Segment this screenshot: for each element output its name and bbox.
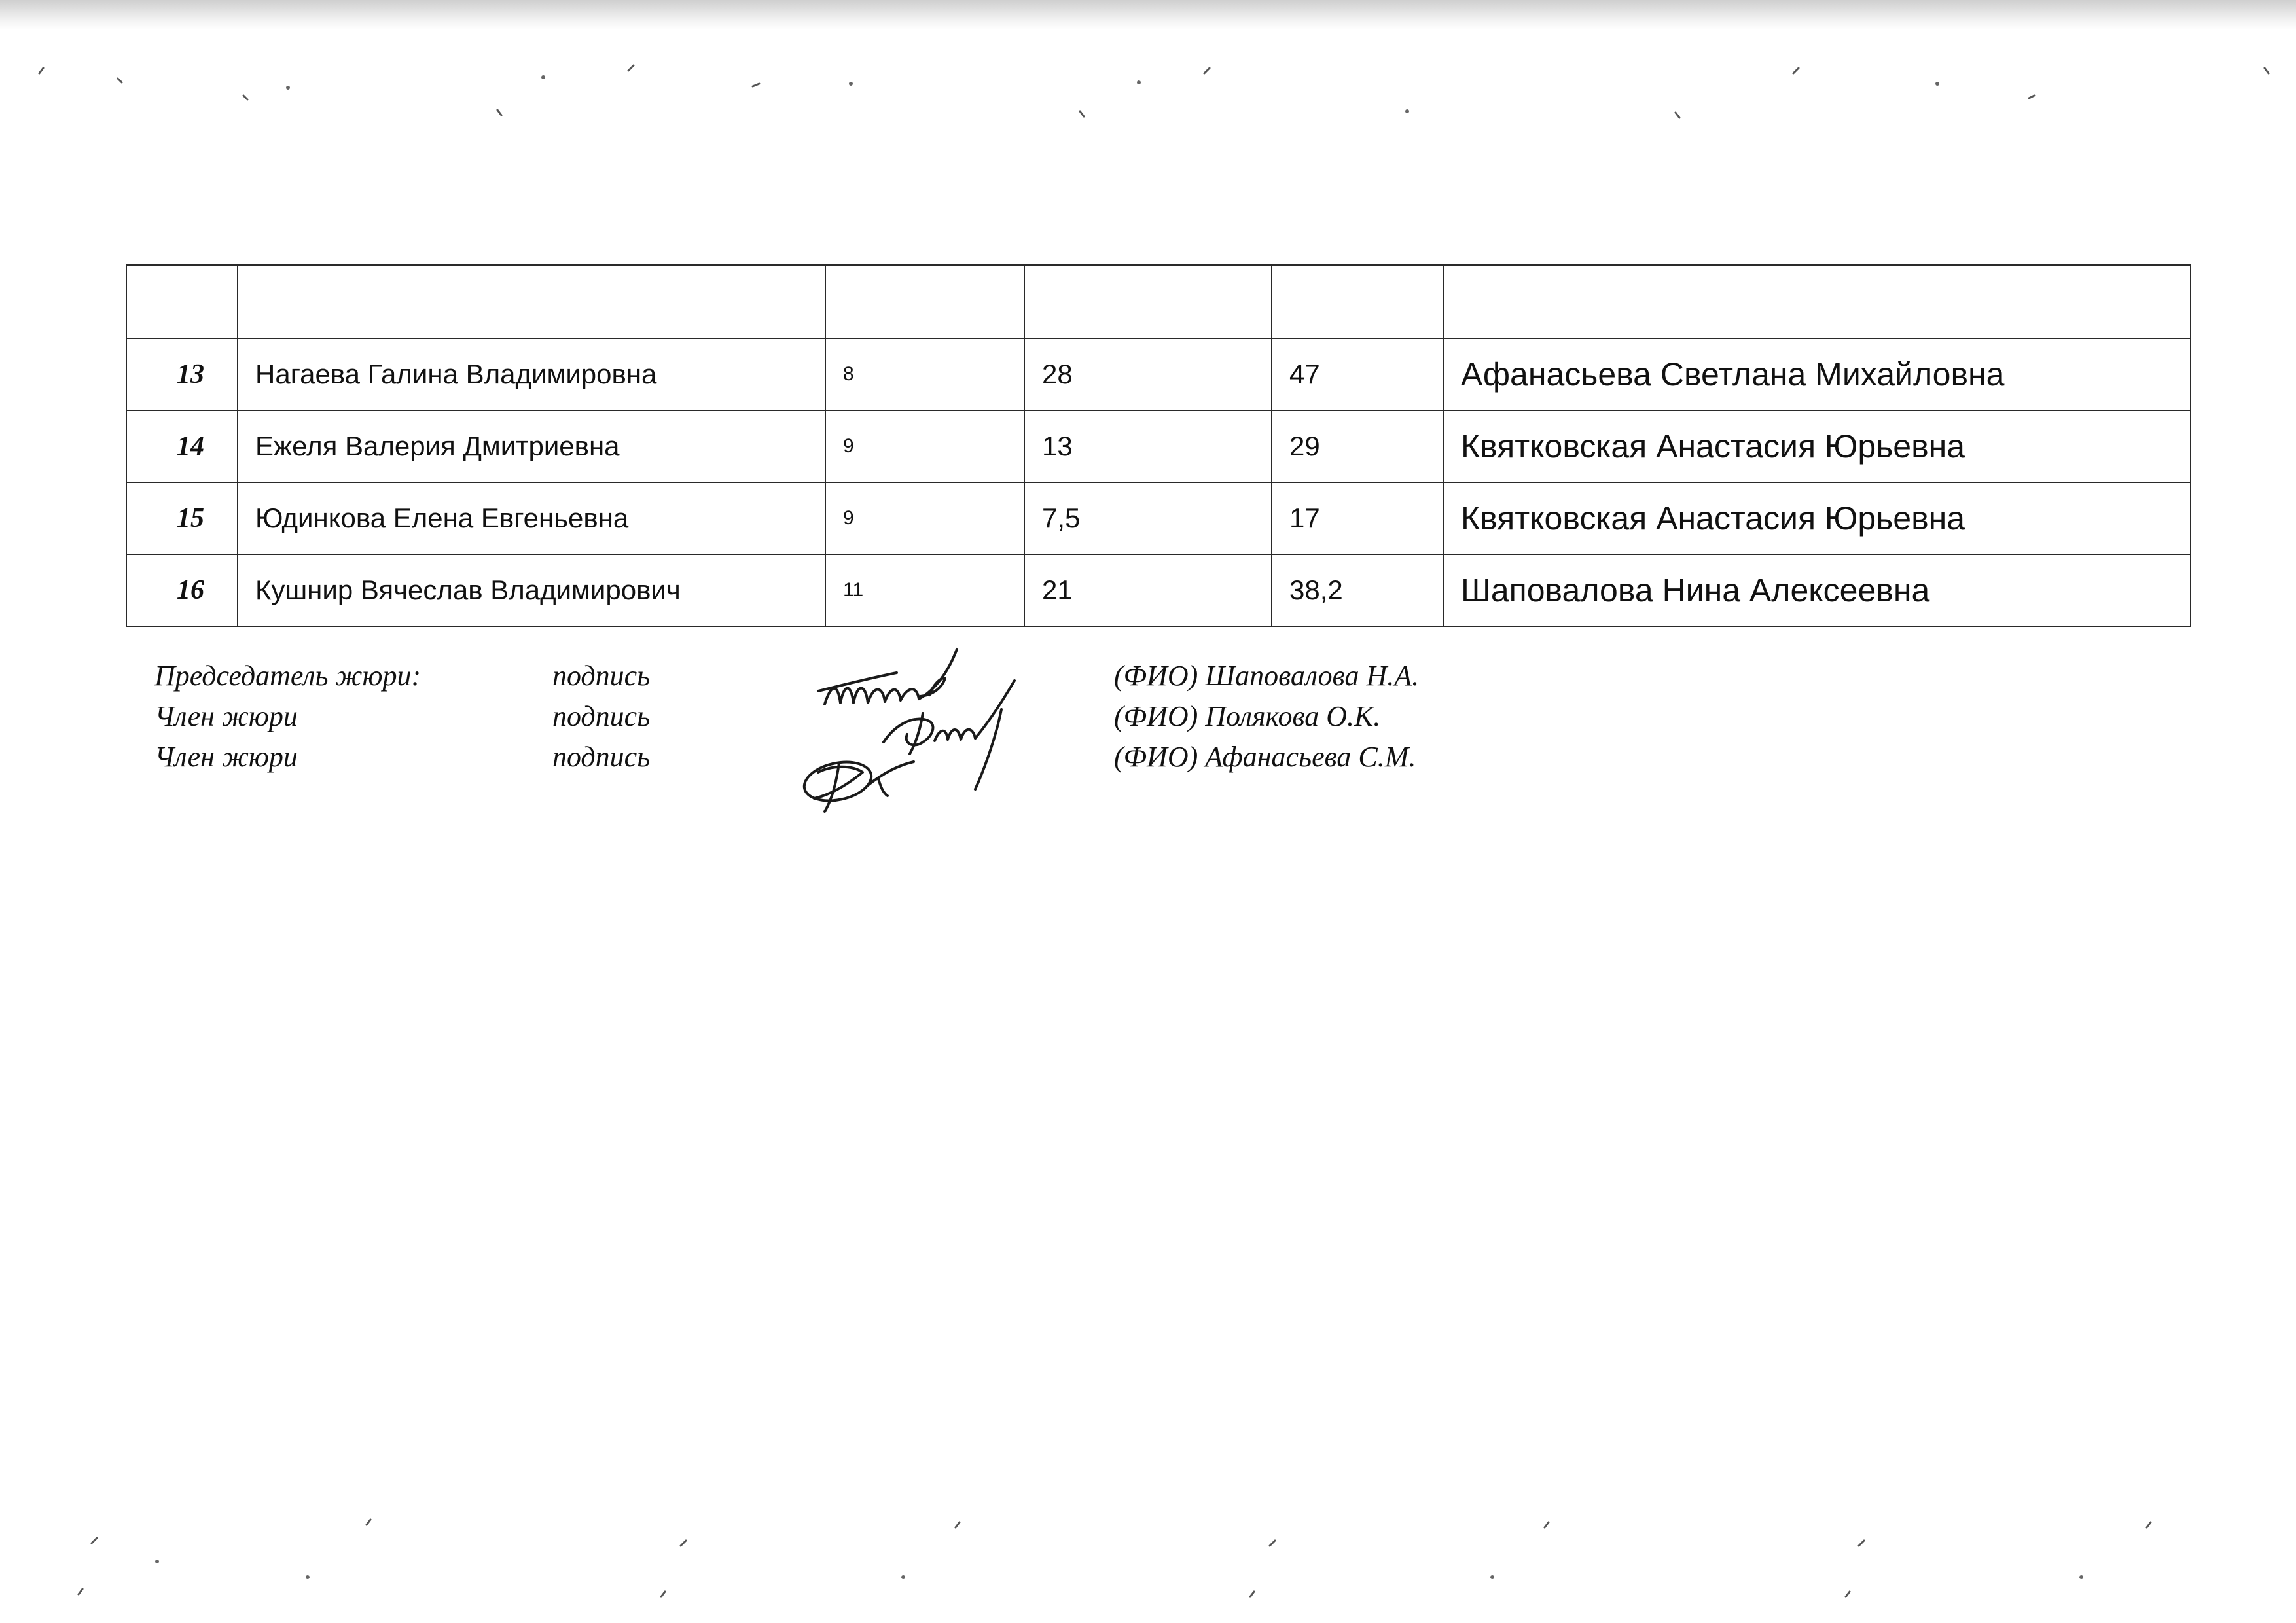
jury-fio: (ФИО) Полякова О.К. <box>1114 700 1381 732</box>
participant-percent: 29 <box>1272 410 1443 482</box>
jury-fio: (ФИО) Шаповалова Н.А. <box>1114 660 1420 692</box>
participant-percent: 47 <box>1272 338 1443 410</box>
row-number: 14 <box>126 410 238 482</box>
table-row <box>126 554 2191 626</box>
table-row <box>126 338 2191 410</box>
participant-grade: 8 <box>825 338 1024 410</box>
participant-grade: 9 <box>825 410 1024 482</box>
scan-top-shadow <box>0 0 2296 30</box>
row-number: 15 <box>126 482 238 554</box>
teacher-name: Шаповалова Нина Алексеевна <box>1443 554 2191 626</box>
handwritten-signatures <box>785 644 1086 814</box>
teacher-name: Квятковская Анастасия Юрьевна <box>1443 482 2191 554</box>
participant-name: Нагаева Галина Владимировна <box>238 338 825 410</box>
table-row <box>126 410 2191 482</box>
participant-name: Кушнир Вячеслав Владимирович <box>238 554 825 626</box>
table-header-row <box>126 265 2191 338</box>
header-cell <box>1024 265 1272 338</box>
header-cell <box>238 265 825 338</box>
table-row <box>126 482 2191 554</box>
teacher-name: Квятковская Анастасия Юрьевна <box>1443 410 2191 482</box>
participant-score: 21 <box>1024 554 1272 626</box>
participant-percent: 17 <box>1272 482 1443 554</box>
jury-role: Член жюри <box>154 700 298 732</box>
participant-score: 7,5 <box>1024 482 1272 554</box>
row-number: 13 <box>126 338 238 410</box>
participant-name: Юдинкова Елена Евгеньевна <box>238 482 825 554</box>
header-cell <box>1272 265 1443 338</box>
signature-label: подпись <box>552 700 651 732</box>
signature-label: подпись <box>552 741 651 773</box>
participant-score: 13 <box>1024 410 1272 482</box>
row-number: 16 <box>126 554 238 626</box>
header-cell <box>1443 265 2191 338</box>
participant-grade: 11 <box>825 554 1024 626</box>
participant-name: Ежеля Валерия Дмитриевна <box>238 410 825 482</box>
jury-fio: (ФИО) Афанасьева С.М. <box>1114 741 1416 773</box>
header-cell <box>825 265 1024 338</box>
jury-role: Председатель жюри: <box>154 660 422 692</box>
results-table <box>126 264 2191 627</box>
teacher-name: Афанасьева Светлана Михайловна <box>1443 338 2191 410</box>
handwritten-signature-icon <box>800 757 914 812</box>
participant-percent: 38,2 <box>1272 554 1443 626</box>
signature-label: подпись <box>552 660 651 692</box>
jury-role: Член жюри <box>154 741 298 773</box>
participant-grade: 9 <box>825 482 1024 554</box>
header-cell <box>126 265 238 338</box>
handwritten-signature-icon <box>818 649 957 704</box>
participant-score: 28 <box>1024 338 1272 410</box>
